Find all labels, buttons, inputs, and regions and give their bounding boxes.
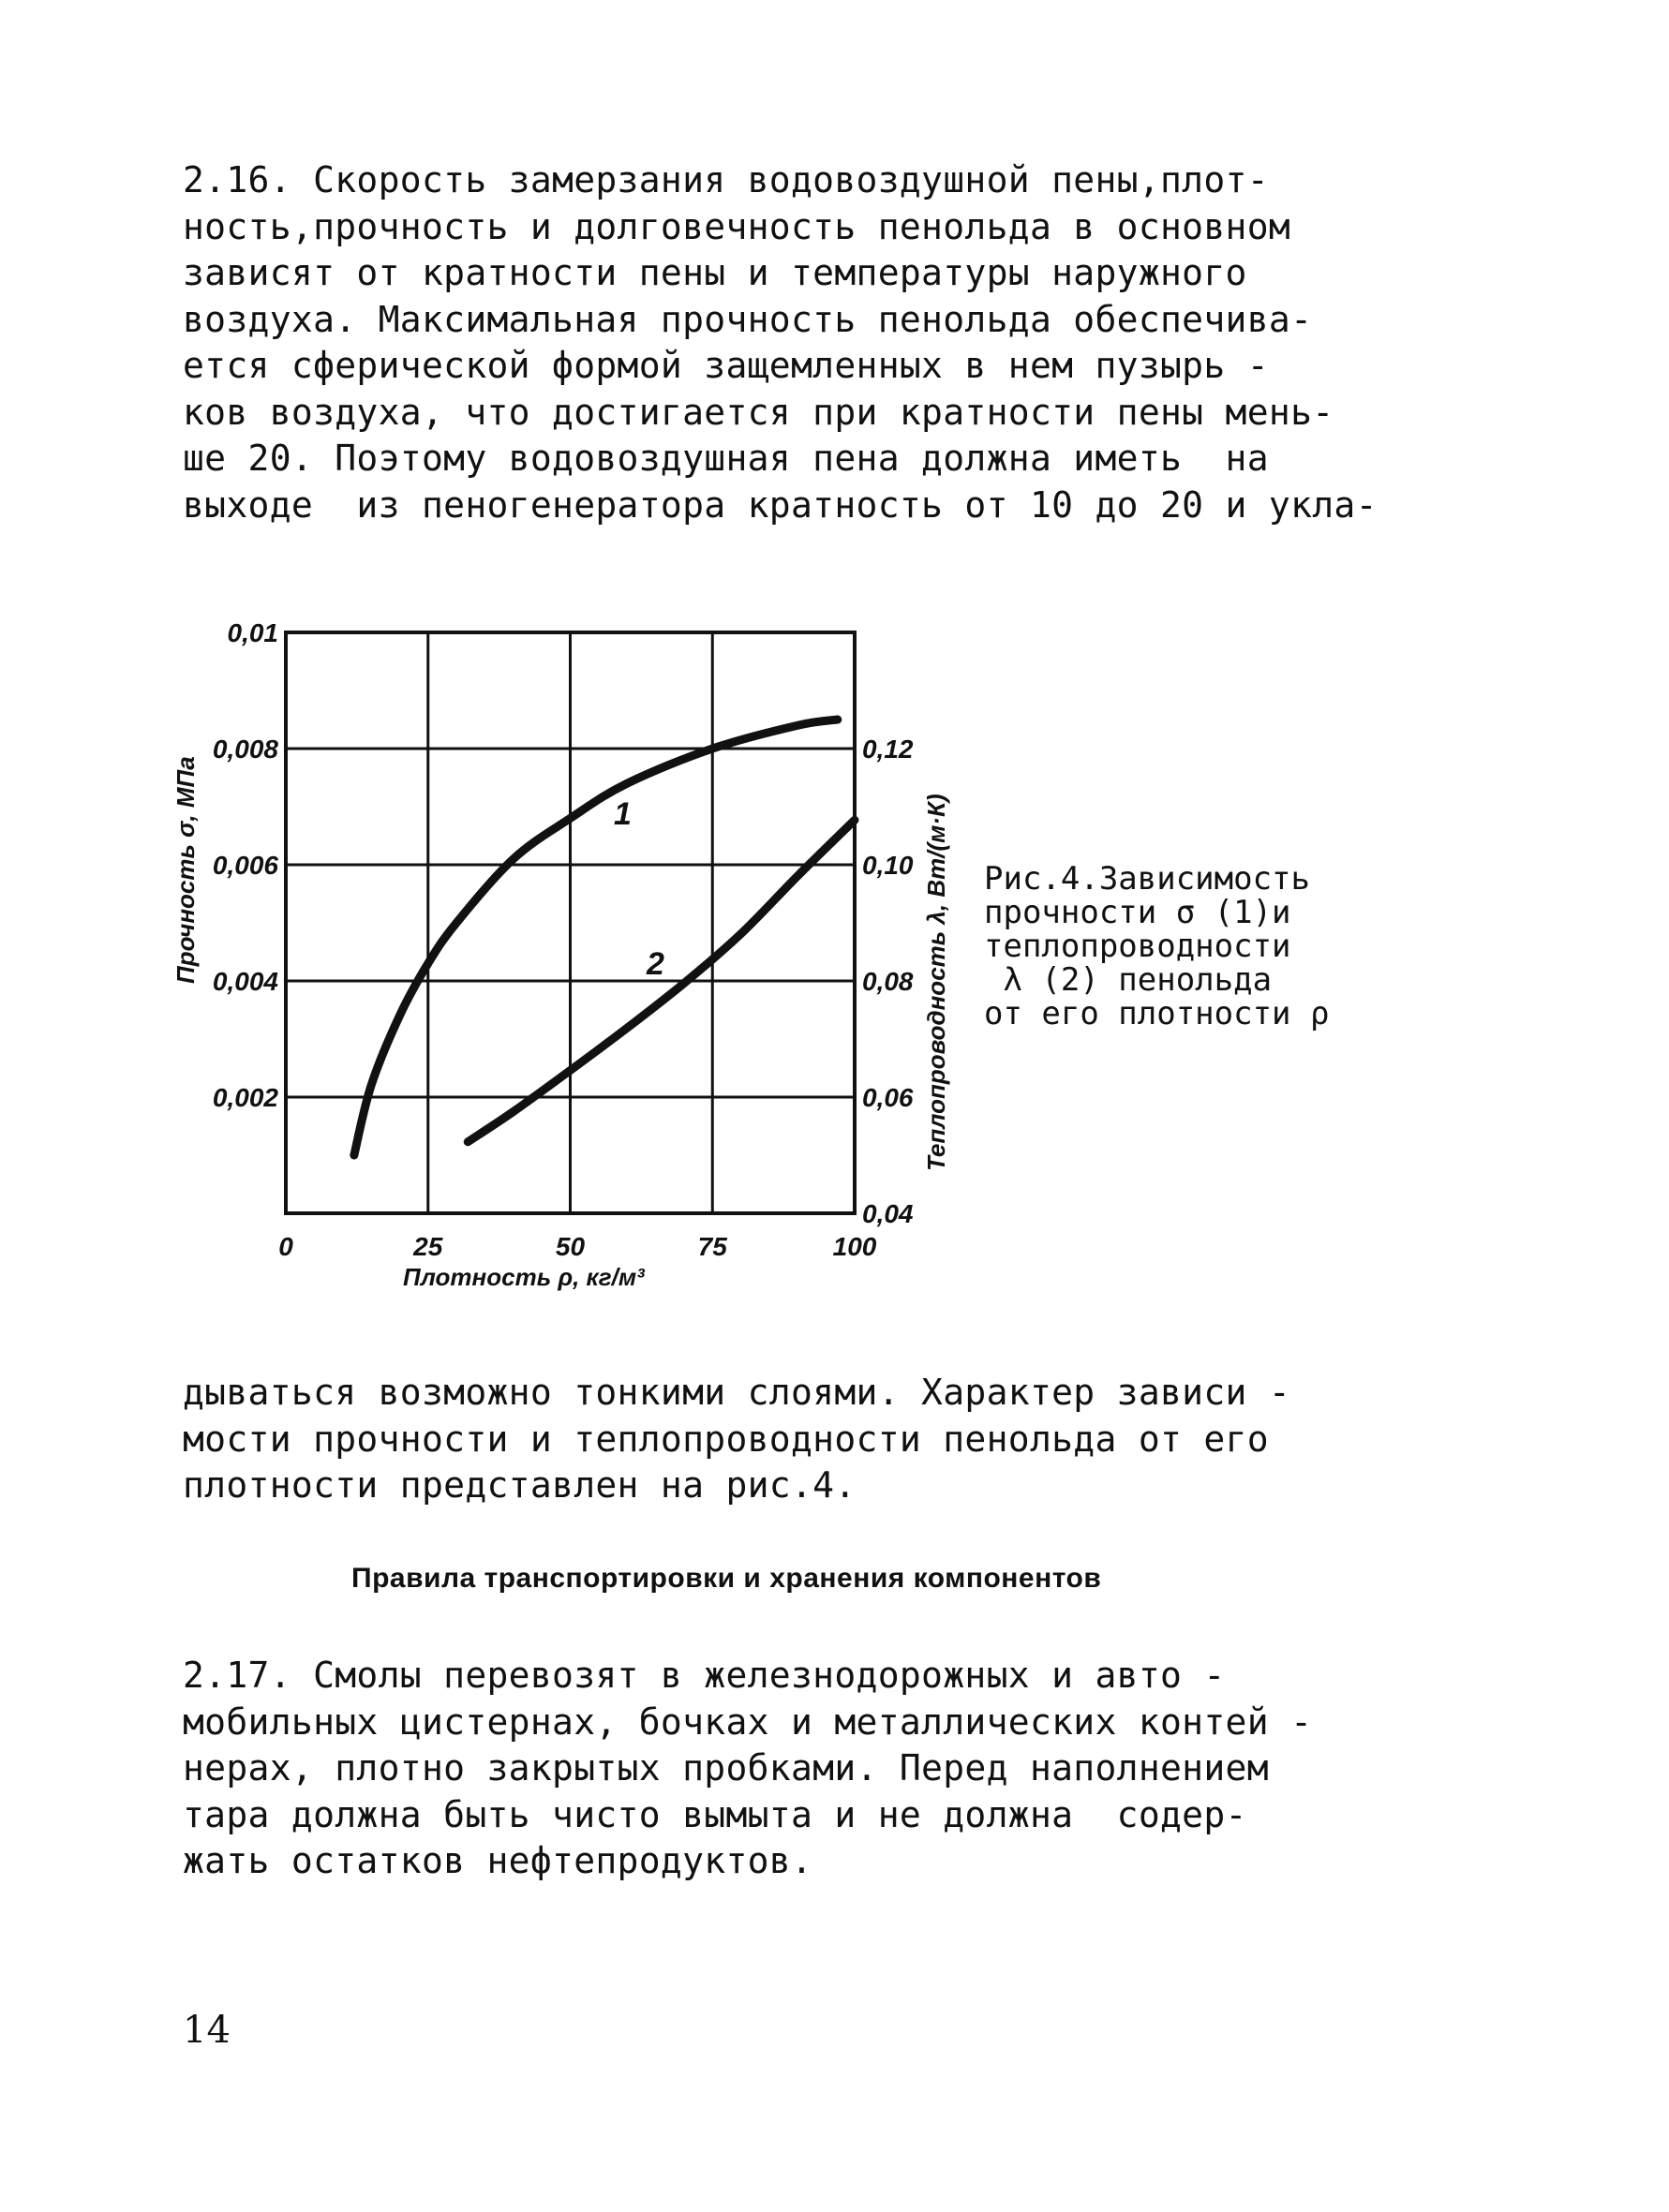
y-right-tick-label: 0,04: [862, 1199, 914, 1228]
caption-line: теплопроводности: [984, 928, 1291, 965]
section-heading: Правила транспортировки и хранения компонентов: [351, 1563, 1102, 1594]
figure-caption: [984, 862, 1329, 1031]
text-line: 2.17. Смолы перевозят в железнодорожных и авто -: [183, 1655, 1226, 1696]
paragraph-2-16-continued: [183, 1370, 1401, 1509]
series-curve-1: [354, 720, 838, 1155]
y-left-tick-label: 0,002: [212, 1083, 278, 1112]
y-right-tick-label: 0,12: [862, 735, 914, 764]
text-line: выходе из пеногенератора кратность от 10 до 20 и укла-: [183, 483, 1378, 526]
y-left-tick-label: 0,006: [212, 851, 278, 880]
text-line: воздуха. Максимальная прочность пенольда обеспечива-: [183, 298, 1313, 340]
series-label-1: 1: [614, 796, 632, 832]
y-left-tick-label: 0,004: [212, 967, 278, 996]
text-line: ше 20. Поэтому водовоздушная пена должна иметь на: [183, 438, 1269, 479]
x-tick-label: 100: [832, 1232, 877, 1261]
text-line: зависят от кратности пены и температуры наружного: [183, 252, 1247, 293]
text-line: мости прочности и теплопроводности пенольда от его: [183, 1418, 1269, 1460]
text-line: тара должна быть чисто вымыта и не должна содер-: [183, 1793, 1247, 1835]
right-axis-title: Теплопроводность λ, Вт/(м·К): [922, 794, 950, 1171]
caption-line: прочности σ (1)и: [984, 894, 1291, 931]
paragraph-2-17: [183, 1653, 1401, 1885]
x-tick-label: 25: [413, 1232, 443, 1261]
y-right-tick-label: 0,08: [862, 967, 914, 996]
text-line: 2.16. Скорость замерзания водовоздушной пены,плот-: [183, 159, 1269, 200]
text-line: дываться возможно тонкими слоями. Характер зависи -: [183, 1372, 1291, 1413]
x-tick-label: 75: [697, 1232, 727, 1261]
text-line: нерах, плотно закрытых пробками. Перед наполнением: [183, 1747, 1269, 1789]
text-line: мобильных цистернах, бочках и металлических контей -: [183, 1700, 1313, 1743]
text-line: жать остатков нефтепродуктов.: [183, 1840, 813, 1881]
y-left-tick-label: 0,01: [227, 618, 278, 647]
series-label-2: 2: [647, 946, 664, 982]
y-left-tick-label: 0,008: [212, 735, 278, 764]
caption-line: Рис.4.Зависимость: [984, 860, 1310, 898]
x-tick-label: 50: [555, 1232, 586, 1261]
text-line: плотности представлен на рис.4.: [183, 1464, 857, 1506]
text-line: ется сферической формой защемленных в нем пузырь -: [183, 345, 1269, 386]
y-right-tick-label: 0,10: [862, 851, 914, 880]
caption-line: λ (2) пенольда: [984, 961, 1273, 999]
left-axis-title: Прочность σ, МПа: [171, 756, 200, 984]
caption-line: от его плотности ρ: [984, 995, 1330, 1032]
x-axis-title: Плотность ρ, кг/м³: [403, 1263, 645, 1291]
page-number: 14: [183, 2009, 231, 2052]
text-line: ков воздуха, что достигается при кратности пены мень-: [183, 391, 1334, 433]
x-tick-label: 0: [278, 1232, 293, 1261]
y-right-tick-label: 0,06: [862, 1083, 914, 1112]
chart-grid: [286, 632, 855, 1213]
chart-ticks: [213, 618, 914, 1261]
text-line: ность,прочность и долговечность пенольда в основном: [183, 205, 1291, 247]
